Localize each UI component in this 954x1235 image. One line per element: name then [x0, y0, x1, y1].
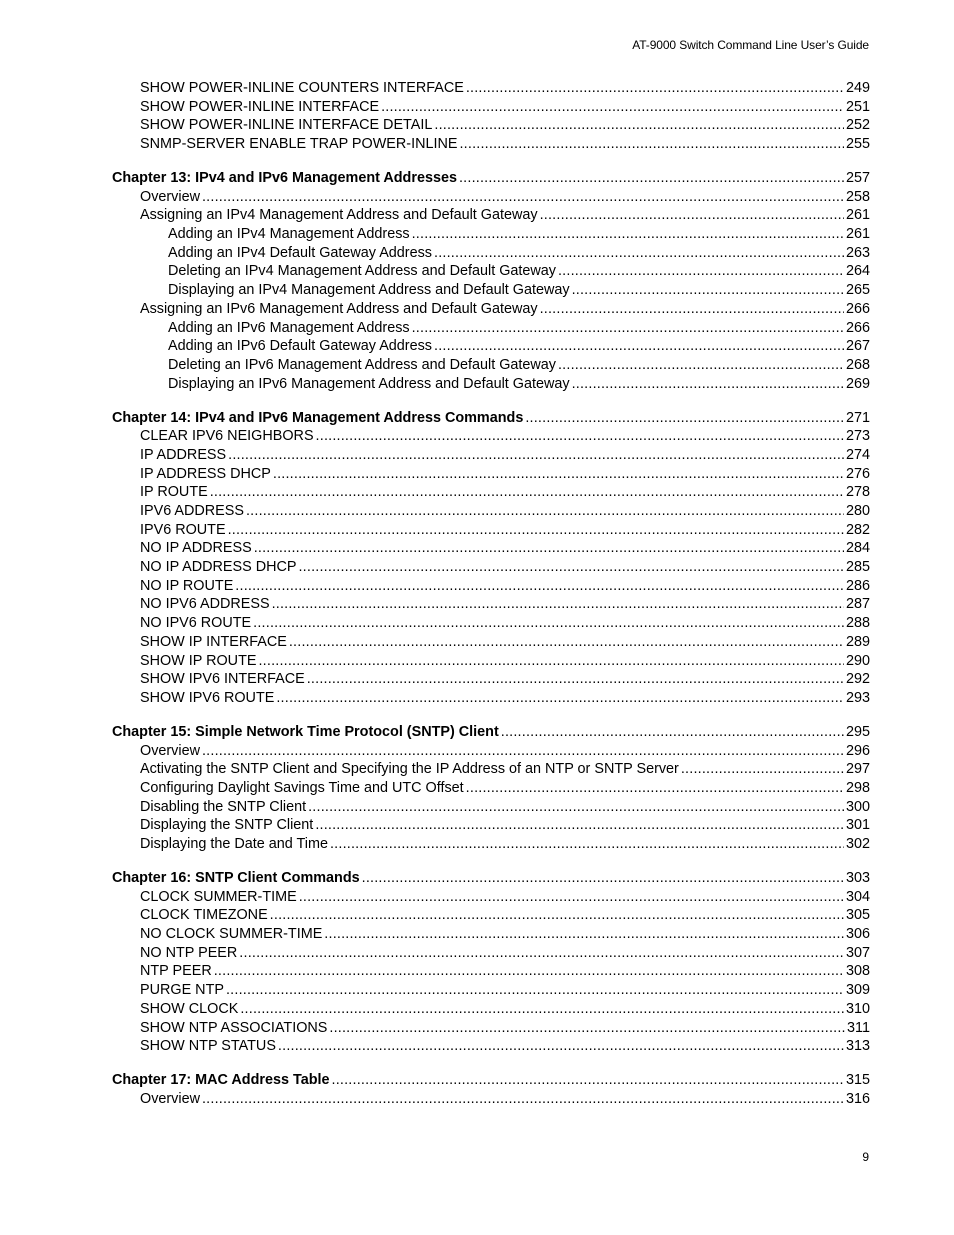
toc-entry-label: Activating the SNTP Client and Specifying the IP Address of an NTP or SNTP Server	[140, 761, 679, 778]
toc-entry[interactable]	[112, 446, 870, 465]
toc-entry-label: CLOCK TIMEZONE	[140, 907, 268, 924]
toc-entry-label: SHOW CLOCK	[140, 1000, 239, 1017]
dot-leader	[258, 652, 844, 671]
toc-entry-label: SHOW IP INTERFACE	[140, 633, 287, 650]
toc-entry[interactable]	[112, 577, 870, 596]
dot-leader	[466, 79, 844, 98]
dot-leader	[308, 798, 844, 817]
dot-leader	[362, 869, 844, 888]
toc-entry-label: Deleting an IPv4 Management Address and Default Gateway	[168, 263, 556, 280]
dot-leader	[540, 300, 844, 319]
toc-entry-label: Displaying the Date and Time	[140, 836, 328, 853]
toc-entry-label: NO IP ADDRESS	[140, 540, 252, 557]
toc-entry-label: Displaying the SNTP Client	[140, 817, 314, 834]
dot-leader	[210, 483, 844, 502]
toc-entry[interactable]	[112, 944, 870, 963]
toc-entry[interactable]	[112, 427, 870, 446]
toc-entry[interactable]	[112, 962, 870, 981]
toc-entry-label: Adding an IPv4 Management Address	[168, 226, 410, 243]
toc-entry-page: 271	[845, 409, 870, 426]
toc-entry-label: Disabling the SNTP Client	[140, 798, 307, 815]
toc-entry[interactable]	[112, 262, 870, 281]
toc-entry-page: 292	[845, 671, 870, 688]
dot-leader	[278, 1037, 844, 1056]
toc-entry-page: 285	[845, 559, 870, 576]
dot-leader	[434, 337, 844, 356]
toc-entry[interactable]	[112, 116, 870, 135]
toc-entry[interactable]	[112, 614, 870, 633]
toc-entry[interactable]	[112, 521, 870, 540]
toc-entry-page: 310	[845, 1000, 870, 1017]
toc-entry-page: 298	[845, 779, 870, 796]
toc-entry[interactable]	[112, 981, 870, 1000]
dot-leader	[459, 135, 844, 154]
toc-entry-label: IP ADDRESS	[140, 446, 227, 463]
toc-entry-page: 249	[845, 80, 870, 96]
dot-leader	[558, 262, 844, 281]
dot-leader	[315, 816, 844, 835]
dot-leader	[307, 670, 844, 689]
toc-entry-label: SHOW POWER-INLINE INTERFACE DETAIL	[140, 117, 433, 134]
dot-leader	[226, 981, 844, 1000]
toc-chapter-entry[interactable]	[112, 869, 870, 888]
toc-entry[interactable]	[112, 689, 870, 708]
toc-entry-label: SNMP-SERVER ENABLE TRAP POWER-INLINE	[140, 136, 458, 153]
toc-entry-label: SHOW IP ROUTE	[140, 652, 257, 669]
toc-entry-page: 305	[845, 907, 870, 924]
toc-entry[interactable]	[112, 244, 870, 263]
toc-entry-label: Deleting an IPv6 Management Address and Default Gateway	[168, 356, 556, 373]
toc-entry[interactable]	[112, 281, 870, 300]
toc-entry-label: SHOW IPV6 ROUTE	[140, 689, 275, 706]
dot-leader	[572, 375, 844, 394]
toc-entry-page: 290	[845, 652, 870, 669]
toc-entry[interactable]	[112, 670, 870, 689]
dot-leader	[459, 169, 844, 188]
toc-entry-page: 300	[845, 798, 870, 815]
dot-leader	[228, 446, 844, 465]
toc-entry-page: 273	[845, 428, 870, 445]
dot-leader	[276, 689, 844, 708]
toc-entry-page: 269	[845, 375, 870, 392]
toc-entry-page: 311	[847, 1019, 870, 1036]
toc-entry-page: 301	[845, 817, 870, 834]
toc-entry-page: 268	[845, 356, 870, 373]
toc-chapter-entry[interactable]	[112, 1071, 870, 1090]
dot-leader	[501, 723, 844, 742]
toc-entry-page: 307	[845, 944, 870, 961]
toc-entry[interactable]	[112, 816, 870, 835]
toc-entry-label: Chapter 17: MAC Address Table	[112, 1072, 330, 1089]
toc-entry[interactable]	[112, 1000, 870, 1019]
toc-entry[interactable]	[112, 225, 870, 244]
toc-entry[interactable]	[112, 356, 870, 375]
dot-leader	[273, 465, 844, 484]
dot-leader	[324, 925, 844, 944]
toc-entry-label: Overview	[140, 188, 200, 205]
toc-entry-label: NTP PEER	[140, 963, 212, 980]
toc-entry[interactable]	[112, 798, 870, 817]
toc-entry-page: 263	[845, 244, 870, 261]
toc-entry-page: 280	[845, 503, 870, 520]
toc-entry-page: 297	[845, 761, 870, 778]
toc-entry-page: 306	[845, 926, 870, 943]
toc-entry-page: 284	[845, 540, 870, 557]
toc-entry-page: 261	[845, 226, 870, 243]
toc-entry[interactable]	[112, 502, 870, 521]
toc-entry[interactable]	[112, 742, 870, 761]
dot-leader	[525, 409, 844, 428]
toc-entry[interactable]	[112, 888, 870, 907]
dot-leader	[214, 962, 844, 981]
toc-entry[interactable]	[112, 79, 870, 98]
toc-entry-page: 258	[845, 188, 870, 205]
toc-entry-label: SHOW POWER-INLINE COUNTERS INTERFACE	[140, 80, 464, 96]
toc-entry-label: IPV6 ROUTE	[140, 521, 226, 538]
toc-entry[interactable]	[112, 206, 870, 225]
toc-entry-page: 252	[845, 117, 870, 134]
toc-entry-page: 278	[845, 484, 870, 501]
toc-entry-label: CLOCK SUMMER-TIME	[140, 888, 297, 905]
toc-entry-label: Adding an IPv4 Default Gateway Address	[168, 244, 432, 261]
dot-leader	[434, 116, 844, 135]
toc-entry-label: Adding an IPv6 Management Address	[168, 319, 410, 336]
toc-entry-label: NO IP ROUTE	[140, 577, 234, 594]
dot-leader	[270, 906, 844, 925]
toc-entry-label: Chapter 16: SNTP Client Commands	[112, 870, 360, 886]
toc-entry-label: SHOW POWER-INLINE INTERFACE	[140, 98, 380, 115]
dot-leader	[202, 742, 844, 761]
toc-entry-label: CLEAR IPV6 NEIGHBORS	[140, 428, 314, 445]
toc-entry-page: 313	[845, 1038, 870, 1055]
toc-entry-page: 257	[845, 170, 870, 187]
toc-entry-page: 316	[845, 1090, 870, 1107]
toc-entry[interactable]	[112, 135, 870, 154]
toc-entry-label: IP ADDRESS DHCP	[140, 465, 271, 482]
toc-entry[interactable]	[112, 300, 870, 319]
toc-entry-page: 261	[845, 207, 870, 224]
toc-entry-label: Adding an IPv6 Default Gateway Address	[168, 338, 432, 355]
dot-leader	[202, 1090, 844, 1109]
toc-entry-label: Displaying an IPv4 Management Address and Default Gateway	[168, 282, 570, 299]
table-of-contents	[112, 79, 870, 1109]
toc-entry-page: 315	[845, 1072, 870, 1089]
dot-leader	[572, 281, 844, 300]
dot-leader	[298, 558, 844, 577]
toc-entry-page: 295	[845, 723, 870, 740]
toc-entry-label: IP ROUTE	[140, 484, 208, 501]
dot-leader	[681, 760, 844, 779]
toc-entry[interactable]	[112, 595, 870, 614]
dot-leader	[381, 98, 844, 117]
dot-leader	[558, 356, 844, 375]
dot-leader	[235, 577, 844, 596]
dot-leader	[316, 427, 844, 446]
toc-entry-label: NO NTP PEER	[140, 944, 238, 961]
toc-entry[interactable]	[112, 465, 870, 484]
toc-entry-page: 276	[845, 465, 870, 482]
toc-entry-label: Overview	[140, 1090, 200, 1107]
toc-entry-page: 288	[845, 615, 870, 632]
dot-leader	[272, 595, 844, 614]
toc-entry[interactable]	[112, 1037, 870, 1056]
toc-entry-page: 309	[845, 982, 870, 999]
toc-entry-page: 266	[845, 319, 870, 336]
toc-entry-page: 302	[845, 836, 870, 853]
toc-entry-label: Chapter 13: IPv4 and IPv6 Management Addresses	[112, 170, 457, 187]
dot-leader	[466, 779, 844, 798]
toc-chapter-entry[interactable]	[112, 409, 870, 428]
toc-entry-label: Displaying an IPv6 Management Address and Default Gateway	[168, 375, 570, 392]
dot-leader	[240, 1000, 844, 1019]
toc-entry-page: 293	[845, 689, 870, 706]
dot-leader	[540, 206, 844, 225]
toc-entry-page: 289	[845, 633, 870, 650]
toc-entry-page: 266	[845, 300, 870, 317]
toc-entry[interactable]	[112, 98, 870, 117]
dot-leader	[434, 244, 844, 263]
dot-leader	[289, 633, 844, 652]
dot-leader	[253, 614, 844, 633]
toc-entry-page: 282	[845, 521, 870, 538]
page-number: 9	[862, 1150, 869, 1164]
toc-entry[interactable]	[112, 483, 870, 502]
toc-entry-label: NO IP ADDRESS DHCP	[140, 559, 297, 576]
toc-entry-label: PURGE NTP	[140, 982, 224, 999]
toc-entry[interactable]	[112, 188, 870, 207]
toc-entry-label: NO CLOCK SUMMER-TIME	[140, 926, 323, 943]
dot-leader	[239, 944, 844, 963]
toc-entry[interactable]	[112, 1090, 870, 1109]
toc-entry[interactable]	[112, 925, 870, 944]
toc-entry-page: 251	[845, 98, 870, 115]
toc-entry[interactable]	[112, 633, 870, 652]
toc-entry[interactable]	[112, 1019, 870, 1038]
toc-entry-page: 265	[845, 282, 870, 299]
toc-entry-label: NO IPV6 ROUTE	[140, 615, 252, 632]
toc-entry[interactable]	[112, 835, 870, 854]
toc-entry-page: 286	[845, 577, 870, 594]
toc-entry-page: 274	[845, 446, 870, 463]
toc-entry[interactable]	[112, 906, 870, 925]
dot-leader	[246, 502, 844, 521]
dot-leader	[202, 188, 844, 207]
dot-leader	[329, 1019, 845, 1038]
toc-entry-page: 264	[845, 263, 870, 280]
toc-entry-label: SHOW NTP ASSOCIATIONS	[140, 1019, 328, 1036]
toc-entry-label: Overview	[140, 742, 200, 759]
toc-entry-page: 267	[845, 338, 870, 355]
toc-entry-label: SHOW NTP STATUS	[140, 1038, 276, 1055]
dot-leader	[412, 319, 844, 338]
toc-entry-page: 308	[845, 963, 870, 980]
dot-leader	[254, 539, 844, 558]
toc-entry[interactable]	[112, 319, 870, 338]
toc-chapter-entry[interactable]	[112, 169, 870, 188]
toc-entry-page: 296	[845, 742, 870, 759]
toc-entry-page: 255	[845, 136, 870, 153]
dot-leader	[228, 521, 844, 540]
toc-entry[interactable]	[112, 337, 870, 356]
toc-entry[interactable]	[112, 539, 870, 558]
toc-entry-page: 287	[845, 596, 870, 613]
toc-entry-label: Chapter 15: Simple Network Time Protocol (SNTP) Client	[112, 723, 499, 740]
dot-leader	[412, 225, 844, 244]
toc-entry[interactable]	[112, 760, 870, 779]
toc-entry-label: SHOW IPV6 INTERFACE	[140, 671, 305, 688]
toc-entry-label: Assigning an IPv6 Management Address and Default Gateway	[140, 300, 538, 317]
running-header: AT-9000 Switch Command Line User’s Guide	[632, 38, 869, 52]
dot-leader	[299, 888, 844, 907]
toc-chapter-entry[interactable]	[112, 723, 870, 742]
toc-entry[interactable]	[112, 375, 870, 394]
toc-entry[interactable]	[112, 779, 870, 798]
toc-entry[interactable]	[112, 558, 870, 577]
toc-entry-label: IPV6 ADDRESS	[140, 503, 244, 520]
toc-entry-label: Assigning an IPv4 Management Address and Default Gateway	[140, 207, 538, 224]
toc-entry-label: Chapter 14: IPv4 and IPv6 Management Address Commands	[112, 409, 524, 426]
dot-leader	[332, 1071, 844, 1090]
toc-entry[interactable]	[112, 652, 870, 671]
toc-entry-page: 303	[845, 870, 870, 886]
toc-entry-label: Configuring Daylight Savings Time and UTC Offset	[140, 779, 464, 796]
dot-leader	[330, 835, 844, 854]
toc-entry-label: NO IPV6 ADDRESS	[140, 596, 270, 613]
toc-entry-page: 304	[845, 888, 870, 905]
